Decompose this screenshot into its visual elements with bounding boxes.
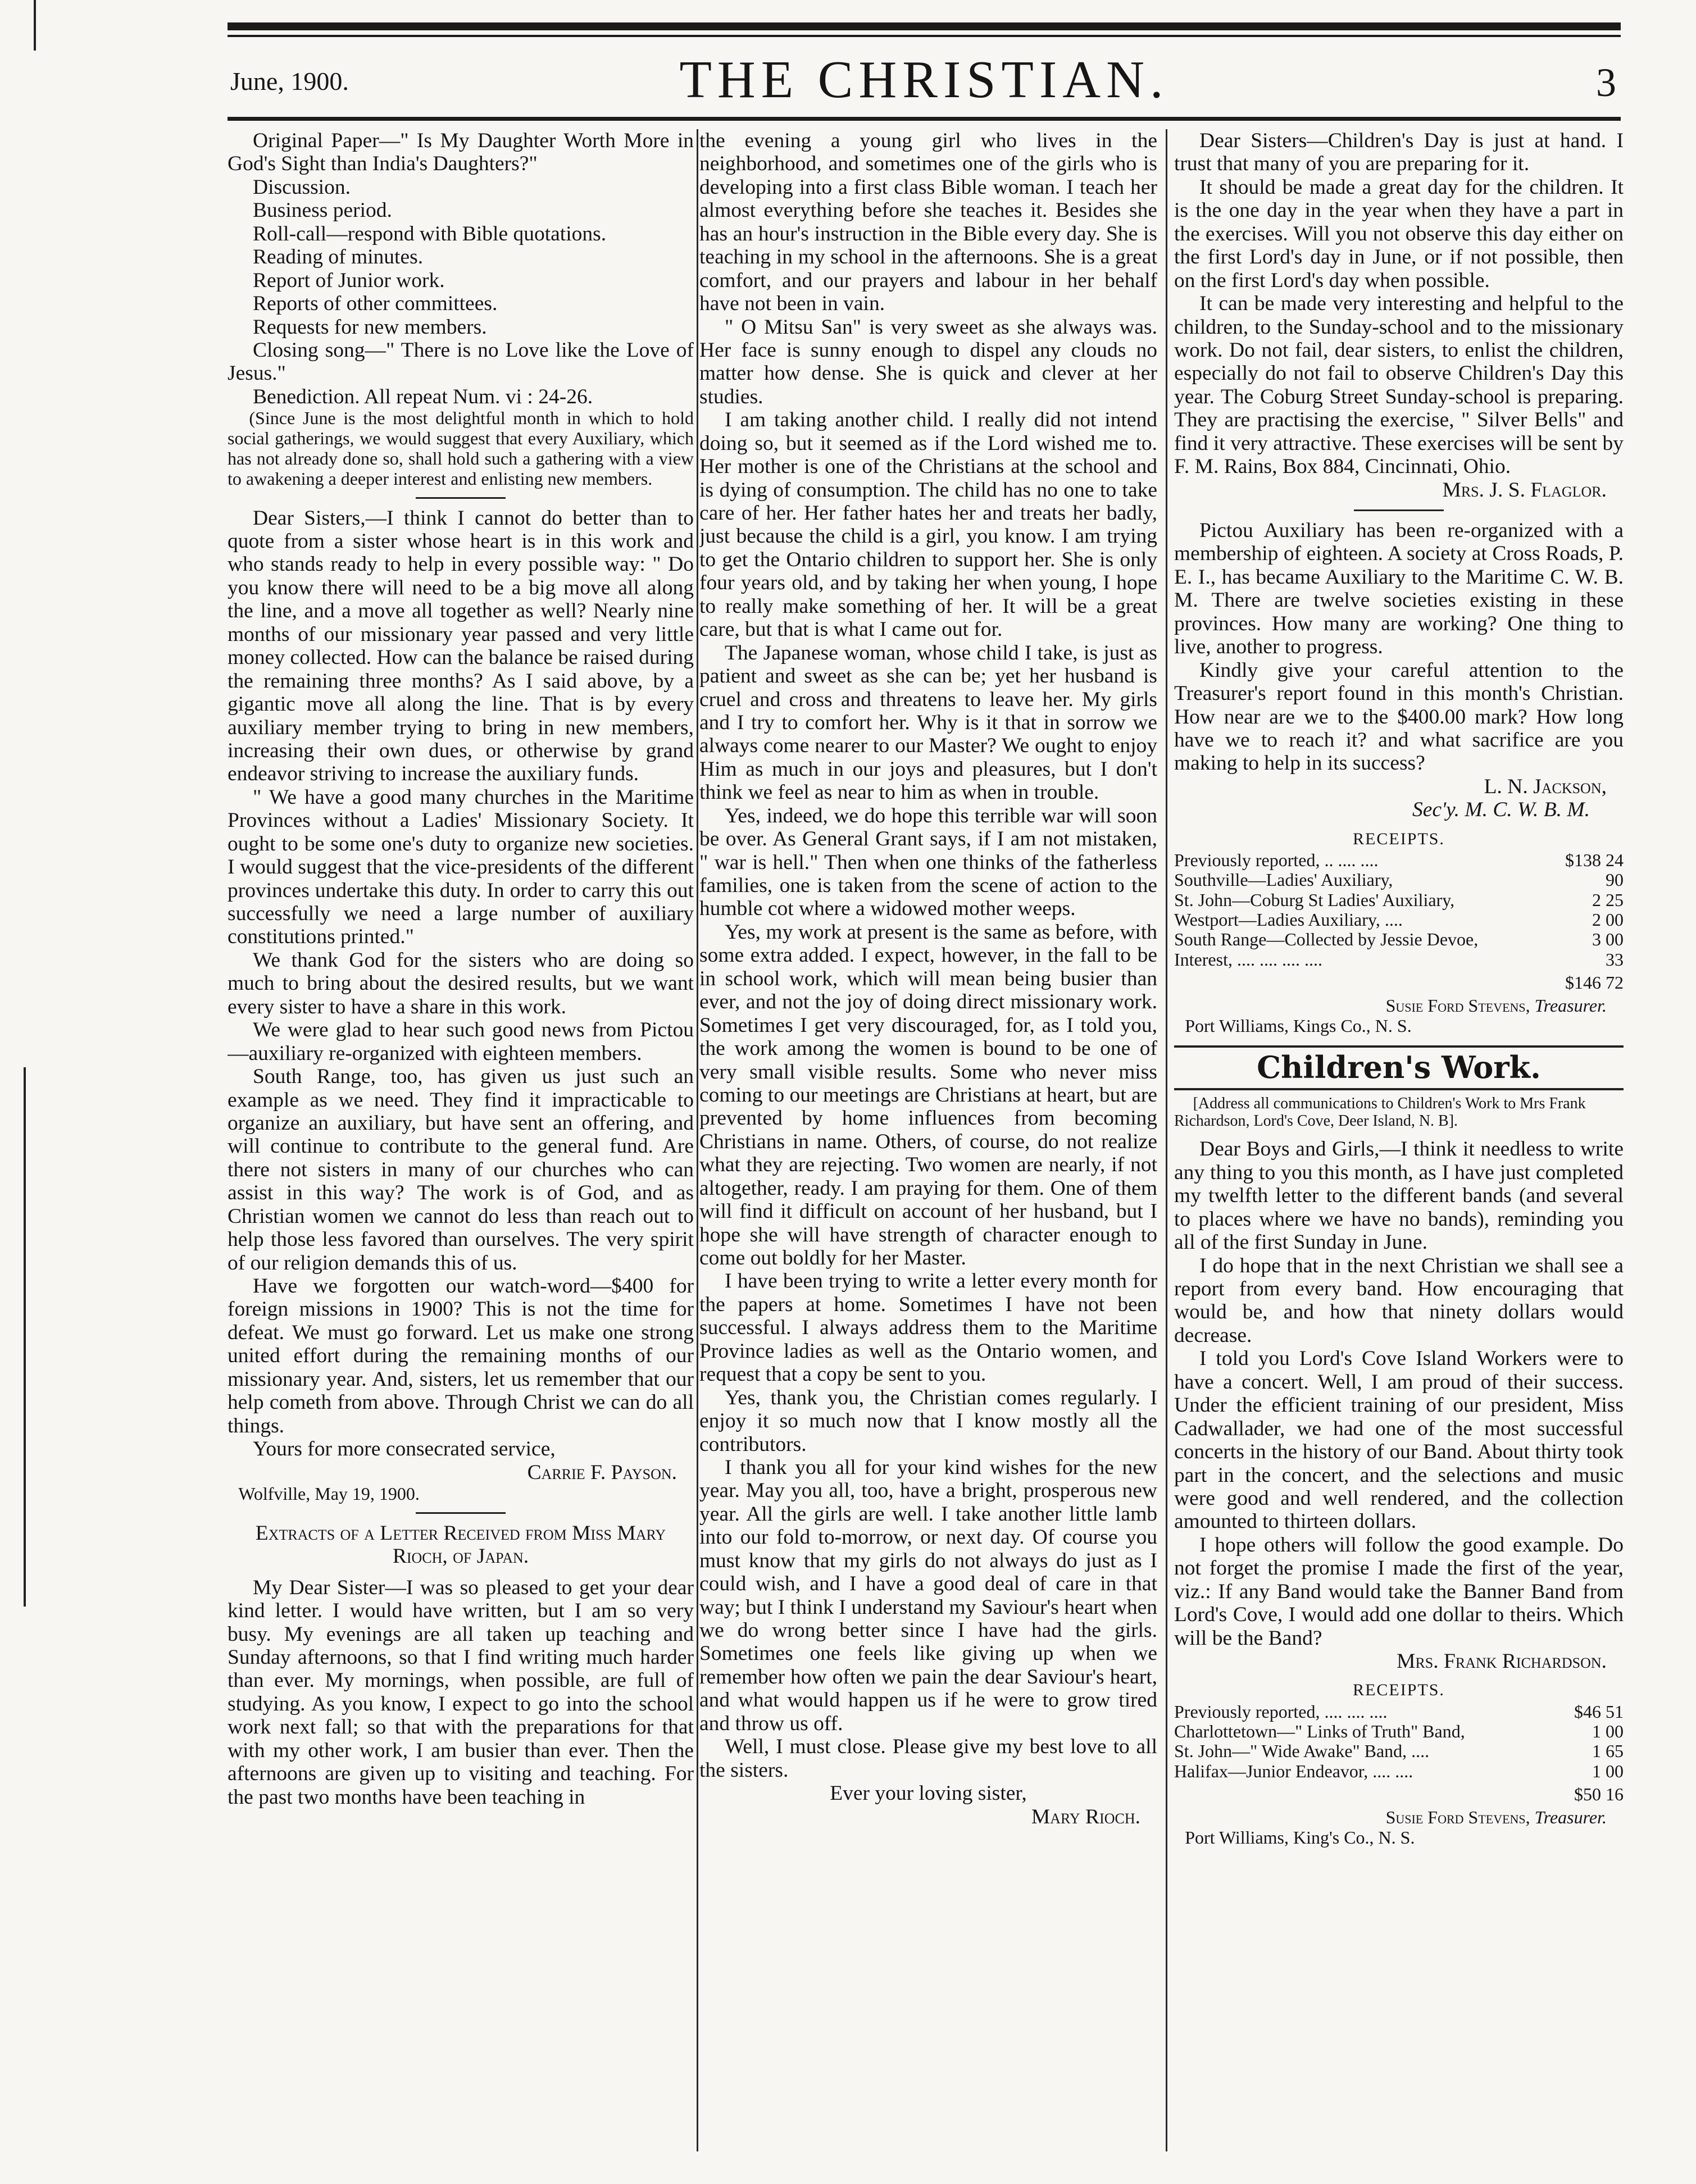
paragraph: I have been trying to write a letter every month for the papers at home. Sometimes I have not been successful. I always address them to the Maritime Province ladies as well as the Ontario women, and request that a copy be sent to you.	[699, 1270, 1157, 1386]
paragraph: Have we forgotten our watch-word—$400 for foreign missions in 1900? This is not the time for defeat. We must go forward. Let us make one strong united effort during the remaining months of our missionary year. And, sisters, let us remember that our help cometh from above. Through Christ we can do all things.	[228, 1275, 694, 1437]
signature: Mrs. Frank Richardson.	[1397, 1650, 1607, 1673]
table-row	[1174, 910, 1624, 930]
receipt-label: Halifax—Junior Endeavor, .... ....	[1174, 1760, 1413, 1781]
paragraph: " We have a good many churches in the Maritime Provinces without a Ladies' Missionary Society. It ought to be some one's duty to organize new societies. I would suggest that the vice-presidents of the different provinces undertake this duty. In order to carry this out successfully we need a large number of auxiliary constitutions printed."	[228, 785, 694, 949]
childrens-work-note: [Address all communications to Children's Work to Mrs Frank Richardson, Lord's Cove, Deer Island, N. B].	[1174, 1094, 1586, 1130]
section-divider	[416, 1512, 506, 1514]
paragraph: " O Mitsu San" is very sweet as she always was. Her face is sunny enough to dispel any clouds no matter how dense. She is quick and clever at her studies.	[699, 315, 1157, 408]
treasurer-signature	[1174, 1808, 1624, 1828]
table-row	[1174, 930, 1624, 949]
receipt-label: Previously reported, .... .... ....	[1174, 1701, 1388, 1722]
paragraph: Pictou Auxiliary has been re-organized with a membership of eighteen. A society at Cross Roads, P. E. I., has became Auxiliary to the Maritime C. W. B. M. There are twelve societies existing in these provinces. How many are working? One thing to live, another to progress.	[1174, 519, 1624, 659]
table-row	[1174, 1741, 1624, 1761]
receipt-amount: 33	[1606, 949, 1624, 970]
paragraph: I am taking another child. I really did not intend doing so, but it seemed as if the Lord wished me to. Her mother is one of the Christians at the school and is dying of consumption. The child has no one to take care of her. Her father hates her and treats her badly, just because the child is a girl, you know. I am trying to get the Ontario children to support her. She is only four years old, and by taking her when young, I hope to really make something of her. It will be a great care, but that is what I came out for.	[699, 408, 1157, 641]
signature: Mary Rioch.	[1031, 1805, 1140, 1828]
receipt-label: Southville—Ladies' Auxiliary,	[1174, 870, 1393, 890]
program-item: Reading of minutes.	[253, 245, 424, 269]
paragraph: South Range, too, has given us just such an example as we need. They find it impracticable to organize an auxiliary, but have sent an offering, and will continue to contribute to the general fund. Are there not sisters in many of our churches who can assist in this way? The work is of God, and as Christian women we cannot do less than reach out to help those less favored than ourselves. The very spirit of our religion demands this of us.	[228, 1065, 694, 1275]
header-rule	[228, 117, 1621, 121]
treasurer-name: Susie Ford Stevens,	[1385, 995, 1530, 1016]
receipts-table	[1174, 850, 1624, 970]
section-divider	[1354, 509, 1444, 511]
column-2	[699, 129, 1157, 2163]
program-item: Benediction. All repeat Num. vi : 24-26.	[253, 385, 593, 408]
letter-dear-sisters	[228, 507, 694, 1504]
signature: Mrs. J. S. Flaglor.	[1442, 478, 1607, 502]
receipt-label: St. John—Coburg St Ladies' Auxiliary,	[1174, 889, 1455, 910]
paragraph: Yes, indeed, we do hope this terrible war will soon be over. As General Grant says, if I am not mistaken, " war is hell." Then when one thinks of the fatherless families, one is taken from the scene of action to the humble cot where a widowed mother weeps.	[699, 804, 1157, 921]
treasurer-signature	[1174, 996, 1624, 1016]
program-item: Business period.	[253, 199, 392, 222]
column-divider	[697, 129, 698, 2151]
table-row	[1174, 1722, 1624, 1741]
page-number: 3	[1596, 60, 1616, 105]
receipt-label: Westport—Ladies Auxiliary, ....	[1174, 909, 1403, 930]
paragraph: I told you Lord's Cove Island Workers were to have a concert. Well, I am proud of their success. Under the efficient training of our president, Miss Cadwallader, we had one of the most successful concerts in the history of our Band. About thirty took part in the concert, and the selections and music were good and well rendered, and the collection amounted to thirteen dollars.	[1174, 1347, 1624, 1534]
column-1	[228, 129, 694, 2163]
receipt-label: Previously reported, .. .... ....	[1174, 849, 1379, 870]
program-item: Roll-call—respond with Bible quotations.	[253, 222, 607, 245]
paragraph: We thank God for the sisters who are doing so much to bring about the desired results, but we want every sister to have a share in this work.	[228, 948, 694, 1018]
receipts-total: $50 16	[1574, 1784, 1624, 1805]
paragraph: We were glad to hear such good news from Pictou—auxiliary re-organized with eighteen members.	[228, 1018, 694, 1065]
top-rule-thin	[228, 35, 1621, 37]
top-rule	[228, 22, 1621, 30]
secretary-name: L. N. Jackson,	[1484, 775, 1607, 798]
table-row	[1174, 870, 1624, 890]
receipt-label: South Range—Collected by Jessie Devoe,	[1174, 929, 1479, 950]
program-item: Report of Junior work.	[253, 269, 445, 292]
paragraph: It should be made a great day for the children. It is the one day in the year when they have a part in the exercises. Will you not observe this day either on the first Lord's day in June, or if not possible, then on the first Lord's day when possible.	[1174, 175, 1624, 292]
secretary-title: Sec'y. M. C. W. B. M.	[1412, 798, 1590, 822]
paragraph: I do hope that in the next Christian we shall see a report from every band. How encouraging that would be, and how that ninety dollars would decrease.	[1174, 1254, 1624, 1347]
receipt-amount: 2 00	[1592, 909, 1624, 930]
receipt-amount: 1 65	[1592, 1741, 1624, 1762]
paragraph: My Dear Sister—I was so pleased to get your dear kind letter. I would have written, but I am so very busy. My evenings are all taken up teaching and Sunday afternoons, so that I find writing much harder than ever. My mornings, when possible, are full of studying. As you know, I expect to go into the school work next fall; so that with the preparations for that with my other work, I am busier than ever. Then the afternoons are given up to visiting and teaching. For the past two months have been teaching in	[228, 1576, 694, 1809]
program-item: Requests for new members.	[253, 315, 487, 339]
receipts-table	[1174, 1702, 1624, 1781]
margin-mark	[34, 0, 36, 51]
receipt-amount: 3 00	[1592, 929, 1624, 950]
issue-date: June, 1900.	[230, 67, 349, 95]
treasurer-name: Susie Ford Stevens,	[1385, 1807, 1530, 1828]
signature: Carrie F. Payson.	[527, 1460, 677, 1484]
receipts-heading: RECEIPTS.	[1353, 1681, 1445, 1700]
paragraph: I hope others will follow the good example. Do not forget the promise I made the first of the year, viz.: If any Band would take the Banner Band from Lord's Cove, I would add one dollar to theirs. Which will be the Band?	[1174, 1533, 1624, 1650]
section-heading: Extracts of a Letter Received from Miss Mary Rioch, of Japan.	[255, 1521, 666, 1568]
paragraph: Dear Boys and Girls,—I think it needless to write any thing to you this month, as I have just completed my twelfth letter to the different bands (and several to places where we have no bands), reminding you all of the first Sunday in June.	[1174, 1138, 1624, 1254]
program-note: (Since June is the most delightful month in which to hold social gatherings, we would suggest that every Auxiliary, which has not already done so, shall hold such a gathering with a view to awakening a deeper interest and enlisting new members.	[228, 408, 694, 489]
paragraph: the evening a young girl who lives in the neighborhood, and sometimes one of the girls who is developing into a first class Bible woman. I teach her almost everything before she teaches it. Besides she has an hour's instruction in the Bible every day. She is teaching in my school in the afternoons. She is a great comfort, and our prayers and labour in her behalf have not been in vain.	[699, 129, 1157, 316]
receipt-label: Interest, .... .... .... ....	[1174, 949, 1322, 970]
program-item: Original Paper—" Is My Daughter Worth More in God's Sight than India's Daughters?"	[228, 129, 694, 176]
paragraph: Dear Sisters—Children's Day is just at hand. I trust that many of you are preparing for it.	[1174, 129, 1624, 176]
receipts-heading: RECEIPTS.	[1353, 829, 1445, 848]
table-row	[1174, 1702, 1624, 1722]
childrens-work-heading: Children's Work.	[1174, 1045, 1624, 1090]
receipt-label: Charlottetown—" Links of Truth" Band,	[1174, 1721, 1465, 1741]
receipt-amount: 2 25	[1592, 889, 1624, 910]
receipt-amount: 90	[1606, 870, 1624, 890]
receipts-total: $146 72	[1565, 972, 1624, 993]
treasurer-address: Port Williams, King's Co., N. S.	[1185, 1827, 1415, 1848]
table-row	[1174, 1762, 1624, 1781]
closing: Ever your loving sister,	[830, 1782, 1027, 1805]
table-row	[1174, 890, 1624, 910]
receipt-label: St. John—" Wide Awake" Band, ....	[1174, 1741, 1430, 1762]
paragraph: Well, I must close. Please give my best love to all the sisters.	[699, 1735, 1157, 1782]
table-row	[1174, 850, 1624, 870]
receipt-amount: 1 00	[1592, 1760, 1624, 1781]
column-3	[1174, 129, 1624, 2163]
paragraph: Yes, thank you, the Christian comes regularly. I enjoy it so much now that I know mostly all the contributors.	[699, 1386, 1157, 1456]
masthead	[228, 49, 1621, 111]
treasurer-title: Treasurer.	[1534, 995, 1607, 1016]
paragraph: Yours for more consecrated service,	[253, 1437, 556, 1461]
column-divider	[1166, 129, 1167, 2151]
table-row	[1174, 950, 1624, 970]
program-item: Discussion.	[253, 175, 351, 199]
program-item: Reports of other committees.	[253, 292, 498, 316]
paragraph: Yes, my work at present is the same as before, with some extra added. I expect, however, in the fall to be in school work, which will mean being busier than ever, and not the joy of doing direct missionary work. Sometimes I get very discouraged, for, as I told you, the work among the women is bound to be one of very small visible results. Some who never miss coming to our meetings are Christians at heart, but are prevented by home influences from becoming Christians in name. Others, of course, do not realize what they are rejecting. Two women are nearly, if not altogether, ready. I am praying for them. One of them will find it difficult on account of her husband, but I hope she will have strength of character enough to come out boldly for her Master.	[699, 920, 1157, 1270]
receipt-amount: $46 51	[1574, 1701, 1624, 1722]
treasurer-title: Treasurer.	[1534, 1807, 1607, 1828]
paragraph: It can be made very interesting and helpful to the children, to the Sunday-school and to the missionary work. Do not fail, dear sisters, to enlist the children, especially do not fail to observe Children's Day this year. The Coburg Street Sunday-school is preparing. They are practising the exercise, " Silver Bells" and find it very attractive. These exercises will be sent by F. M. Rains, Box 884, Cincinnati, Ohio.	[1174, 292, 1624, 479]
section-divider	[416, 497, 506, 499]
dateline: Wolfville, May 19, 1900.	[238, 1483, 420, 1504]
margin-mark	[24, 1067, 26, 1607]
receipt-amount: $138 24	[1565, 849, 1624, 870]
treasurer-address: Port Williams, Kings Co., N. S.	[1185, 1016, 1412, 1036]
newspaper-title: THE CHRISTIAN.	[679, 51, 1169, 109]
receipt-amount: 1 00	[1592, 1721, 1624, 1741]
paragraph: Dear Sisters,—I think I cannot do better than to quote from a sister whose heart is in this work and who stands ready to help in every possible way: " Do you know there will need to be a big move all along the line, and a move all together as well? Nearly nine months of our missionary year passed and very little money collected. How can the balance be raised during the remaining three months? As I said above, by a gigantic move all along the line. That is by every auxiliary member trying to bring in new members, increasing their own dues, or otherwise by grand endeavor striving to increase the auxiliary funds.	[228, 506, 694, 786]
meeting-program	[228, 129, 694, 489]
paragraph: Kindly give your careful attention to the Treasurer's report found in this month's Christian. How near are we to the $400.00 mark? How long have we to reach it? and what sacrifice are you making to help in its success?	[1174, 658, 1624, 775]
program-item: Closing song—" There is no Love like the Love of Jesus."	[228, 338, 694, 385]
paragraph: The Japanese woman, whose child I take, is just as patient and sweet as she can be; yet her husband is cruel and cross and threatens to leave her. My girls and I try to comfort her. Why is it that in sorrow we always come nearer to our Master? We ought to enjoy Him as much in our joys and pleasures, but I don't think we feel as near to him as when in trouble.	[699, 641, 1157, 804]
paragraph: I thank you all for your kind wishes for the new year. May you all, too, have a bright, prosperous new year. All the girls are well. I take another little lamb into our fold to-morrow, or next day. Of course you must know that my girls do not always do just as I could wish, and I have a good deal of care in that way; but I think I understand my Saviour's heart when we do wrong better since I have had the girls. Sometimes one feels like giving up when we remember how often we pain the dear Saviour's heart, and what would happen us if he were to grow tired and throw us off.	[699, 1455, 1157, 1735]
